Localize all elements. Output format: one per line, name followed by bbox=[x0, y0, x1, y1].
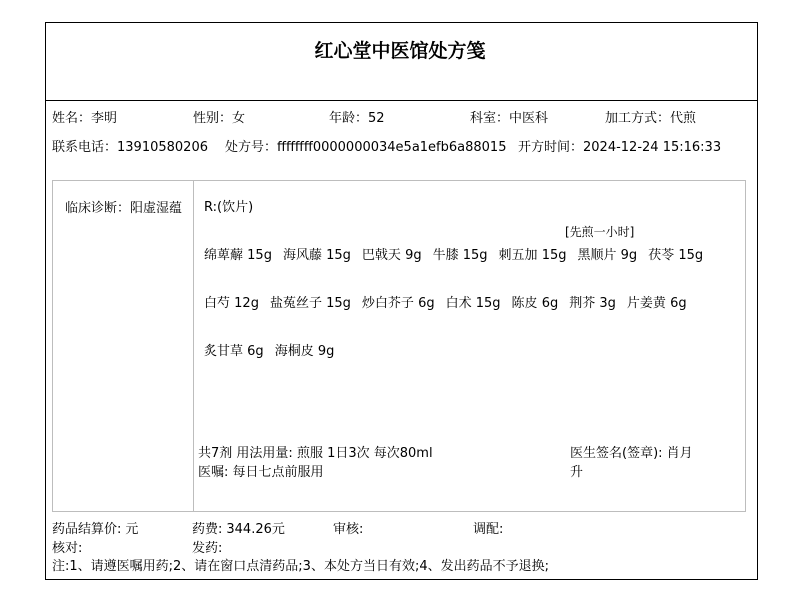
herb-dose: 15g bbox=[462, 248, 488, 263]
herb-dose: 15g bbox=[678, 248, 704, 263]
herb-dose: 9g bbox=[317, 344, 335, 359]
herb-name: 茯苓 bbox=[648, 248, 675, 263]
total-doses: 共7剂 bbox=[198, 446, 233, 461]
herb-name: 盐菟丝子 bbox=[269, 296, 322, 311]
herb-dose: 15g bbox=[326, 248, 351, 263]
herb-dose: 9g bbox=[620, 248, 638, 263]
patient-age-value: 52 bbox=[368, 111, 385, 126]
advice-line bbox=[198, 463, 433, 482]
patient-gender-label: 性别： bbox=[193, 111, 233, 126]
usage-line bbox=[198, 444, 433, 463]
herb-item bbox=[499, 245, 567, 266]
advice-value: 每日七点前服用 bbox=[232, 465, 324, 480]
herb-dose: 9g bbox=[405, 248, 422, 263]
herb-row bbox=[204, 341, 739, 362]
herb-name: 白术 bbox=[445, 296, 472, 311]
prescription-body-box bbox=[52, 180, 746, 512]
settlement-price bbox=[52, 518, 138, 537]
herb-item bbox=[362, 245, 422, 266]
herb-name: 荆芥 bbox=[569, 296, 596, 311]
herb-name: 白芍 bbox=[204, 296, 231, 311]
herb-item bbox=[446, 293, 501, 314]
dispense-prepare-field bbox=[473, 518, 507, 537]
medicine-fee-label: 药费: bbox=[192, 522, 223, 537]
review-label: 审核: bbox=[333, 522, 364, 537]
herb-dose: 6g bbox=[541, 296, 559, 311]
prescription-number-value: ffffffff0000000034e5a1efb6a88015 bbox=[277, 140, 507, 155]
dispense-field bbox=[192, 537, 226, 556]
herb-item bbox=[433, 245, 488, 266]
processing-method-value: 代煎 bbox=[670, 111, 697, 126]
herb-item bbox=[204, 341, 264, 362]
diagnosis-value: 阳虚湿蕴 bbox=[130, 201, 183, 216]
herb-name: 陈皮 bbox=[511, 296, 538, 311]
prescription-time bbox=[518, 136, 721, 155]
herb-item bbox=[275, 341, 335, 362]
herb-name: 炙甘草 bbox=[204, 344, 244, 359]
usage-label: 用法用量: bbox=[236, 446, 293, 461]
processing-method bbox=[605, 107, 696, 126]
patient-name bbox=[52, 107, 117, 126]
herb-dose: 3g bbox=[599, 296, 616, 311]
prescription-number bbox=[225, 136, 506, 155]
footer-note: 注:1、请遵医嘱用药;2、请在窗口点清药品;3、本处方当日有效;4、发出药品不予退换; bbox=[52, 559, 549, 574]
herb-item bbox=[204, 245, 272, 266]
settlement-price-label: 药品结算价: bbox=[52, 522, 122, 537]
medicine-fee-value: 344.26元 bbox=[226, 522, 285, 537]
patient-name-label: 姓名： bbox=[52, 111, 92, 126]
herb-item bbox=[204, 293, 259, 314]
herb-item bbox=[512, 293, 559, 314]
rx-area bbox=[194, 181, 745, 511]
herb-dose: 6g bbox=[418, 296, 435, 311]
medicine-fee bbox=[192, 518, 285, 537]
herb-dose: 6g bbox=[247, 344, 264, 359]
doctor-signature bbox=[570, 444, 705, 482]
herb-item bbox=[362, 293, 435, 314]
usage-block bbox=[198, 444, 433, 482]
check-label: 核对: bbox=[52, 541, 83, 556]
usage-value: 煎服 1日3次 每次80ml bbox=[296, 446, 433, 461]
herb-dose: 12g bbox=[234, 296, 259, 311]
advice-label: 医嘱: bbox=[198, 465, 229, 480]
herb-item bbox=[578, 245, 638, 266]
herb-item bbox=[569, 293, 616, 314]
herb-dose: 15g bbox=[247, 248, 272, 263]
prescription-time-label: 开方时间： bbox=[518, 140, 584, 155]
herb-name: 刺五加 bbox=[498, 248, 538, 263]
herb-list bbox=[204, 245, 739, 389]
doctor-signature-label: 医生签名(签章): bbox=[570, 446, 663, 461]
contact-phone-label: 联系电话： bbox=[52, 140, 118, 155]
patient-department bbox=[470, 107, 548, 126]
herb-name: 海风藤 bbox=[282, 248, 322, 263]
herb-row bbox=[204, 293, 739, 314]
patient-age bbox=[329, 107, 385, 126]
info-divider-line bbox=[45, 100, 757, 101]
patient-department-value: 中医科 bbox=[509, 111, 549, 126]
clinical-diagnosis bbox=[65, 197, 182, 216]
check-field bbox=[52, 537, 86, 556]
doctor-signature-value: 肖月升 bbox=[570, 446, 693, 480]
processing-method-label: 加工方式： bbox=[605, 111, 671, 126]
decoction-annotation: [先煎一小时] bbox=[565, 225, 635, 239]
herb-item bbox=[648, 245, 703, 266]
review-field bbox=[333, 518, 367, 537]
rx-header: R:(饮片) bbox=[204, 200, 254, 215]
settlement-price-value: 元 bbox=[125, 522, 139, 537]
patient-age-label: 年龄： bbox=[329, 111, 369, 126]
dispense-prepare-label: 调配: bbox=[473, 522, 504, 537]
herb-dose: 15g bbox=[475, 296, 501, 311]
contact-phone bbox=[52, 136, 208, 155]
herb-name: 海桐皮 bbox=[274, 344, 314, 359]
prescription-number-label: 处方号： bbox=[225, 140, 278, 155]
diagnosis-label: 临床诊断： bbox=[65, 201, 131, 216]
herb-name: 黑顺片 bbox=[577, 248, 617, 263]
herb-item bbox=[627, 293, 687, 314]
herb-item bbox=[283, 245, 351, 266]
herb-row bbox=[204, 245, 739, 266]
contact-phone-value: 13910580206 bbox=[117, 140, 208, 155]
herb-item bbox=[270, 293, 351, 314]
patient-gender bbox=[193, 107, 245, 126]
herb-name: 巴戟天 bbox=[361, 248, 401, 263]
herb-name: 炒白芥子 bbox=[361, 296, 414, 311]
patient-gender-value: 女 bbox=[232, 111, 246, 126]
herb-dose: 6g bbox=[670, 296, 687, 311]
herb-name: 牛膝 bbox=[432, 248, 459, 263]
herb-name: 片姜黄 bbox=[626, 296, 666, 311]
page-title: 红心堂中医馆处方笺 bbox=[314, 40, 486, 62]
prescription-time-value: 2024-12-24 15:16:33 bbox=[583, 140, 722, 155]
herb-name: 绵萆薢 bbox=[204, 248, 244, 263]
dispense-label: 发药: bbox=[192, 541, 223, 556]
patient-department-label: 科室： bbox=[470, 111, 510, 126]
diagnosis-cell bbox=[53, 181, 194, 511]
herb-dose: 15g bbox=[326, 296, 351, 311]
herb-dose: 15g bbox=[541, 248, 567, 263]
patient-name-value: 李明 bbox=[91, 111, 118, 126]
